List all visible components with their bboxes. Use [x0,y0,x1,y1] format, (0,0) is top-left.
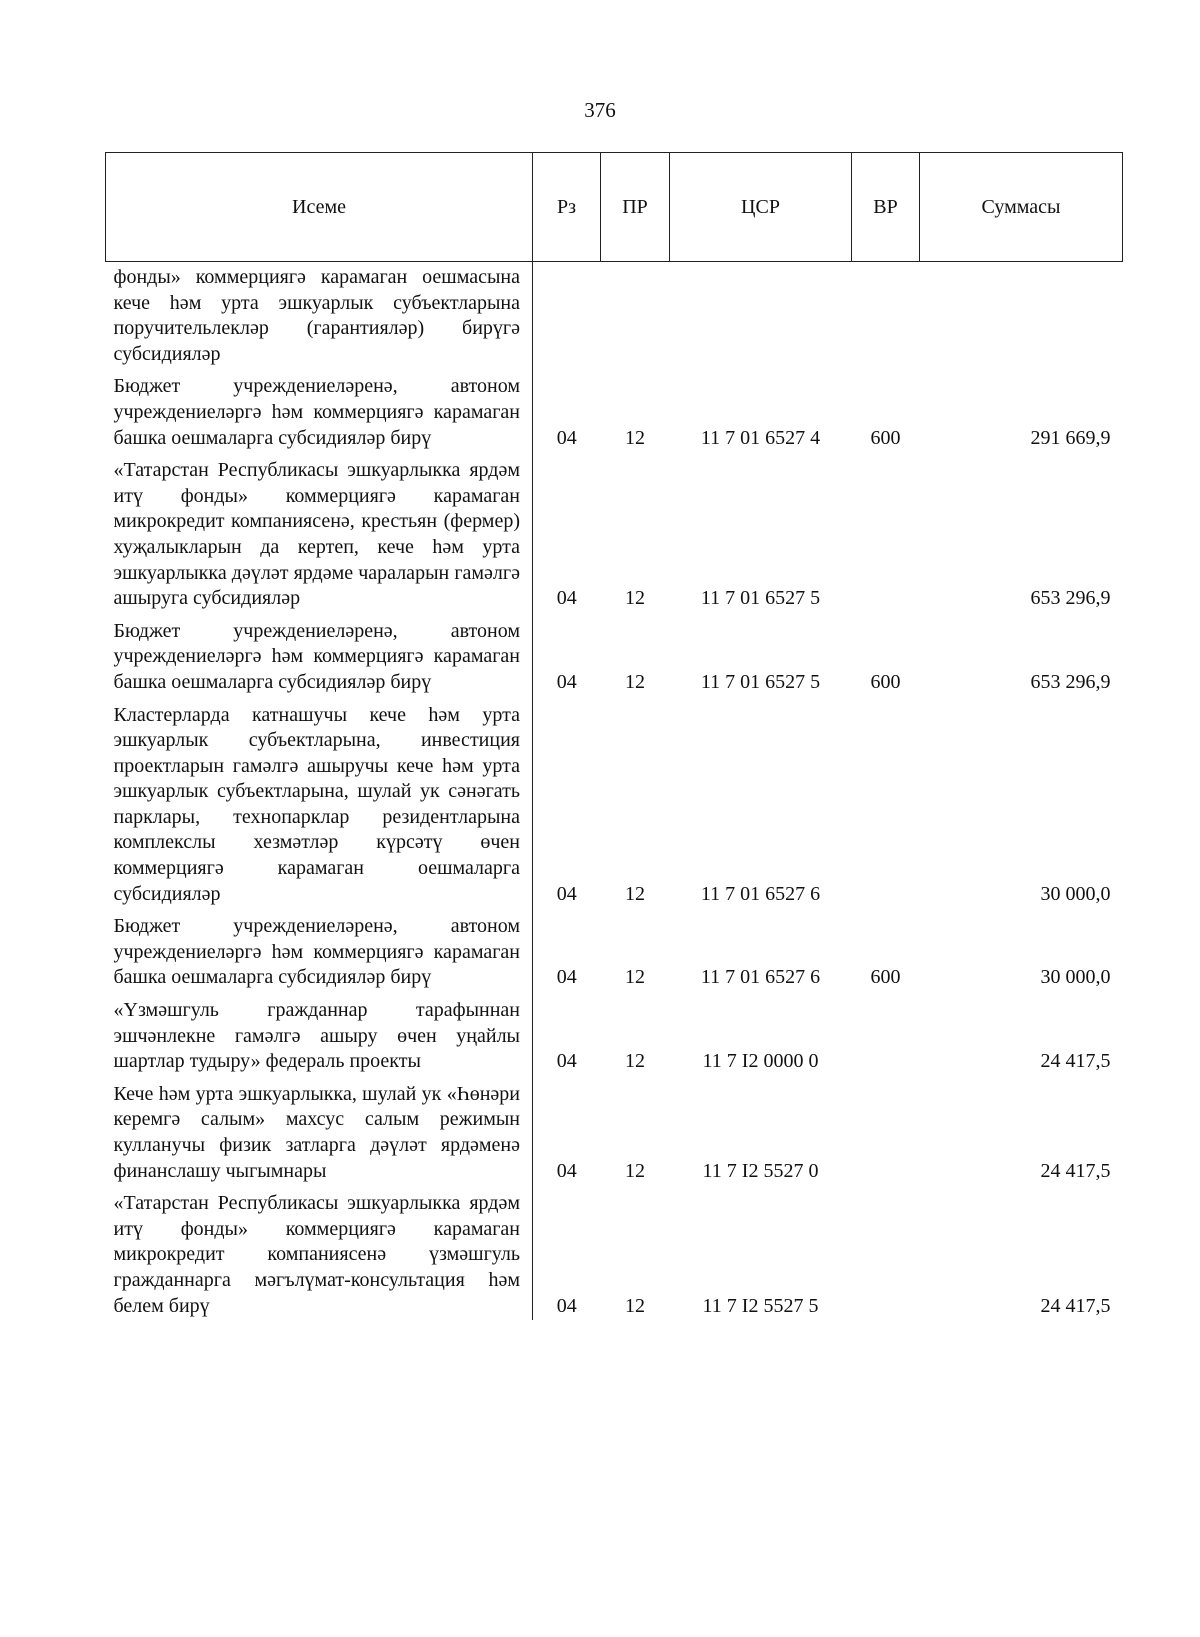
row-sum: 653 296,9 [1030,670,1111,693]
header-vr: ВР [852,153,920,262]
table-row [106,992,1123,1076]
table-row [106,452,1123,613]
row-name: Кластерларда катнашучы кече һәм урта эшкуарлык субъектларына, инвестиция проектларын гамәлгә ашыручы кече һәм урта эшкуарлык субъектларына, шулай ук сәнәгать парклары, технопарклар резидентларына комплекслы хезмәтләр күрсәтү өчен коммерциягә карамаган оешмаларга субсидияләр [113,703,520,905]
row-vr [852,697,920,909]
row-pr: 12 [625,1294,645,1317]
header-csr: ЦСР [670,153,852,262]
row-vr: 600 [870,670,901,693]
row-vr [852,1076,920,1185]
table-row [106,908,1123,992]
row-csr: 11 7 01 6527 5 [700,670,821,693]
table-row [106,613,1123,697]
row-sum: 653 296,9 [1030,587,1111,610]
table-row [106,1185,1123,1320]
header-name: Исеме [106,153,533,262]
row-vr [852,262,920,369]
table-row [106,368,1123,452]
row-csr [670,262,852,369]
row-sum: 24 417,5 [1040,1050,1111,1073]
row-csr: 11 7 I2 0000 0 [702,1050,819,1073]
table-header-row [106,153,1123,262]
row-sum: 30 000,0 [1040,966,1111,989]
row-vr: 600 [870,966,901,989]
row-rz: 04 [533,1185,601,1320]
row-vr [852,1185,920,1320]
row-rz [533,262,601,369]
row-rz: 04 [533,613,601,697]
table-row [106,697,1123,909]
row-name: Бюджет учреждениеләренә, автоном учреждениеләргә һәм коммерциягә карамаган башка оешмаларга субсидияләр бирү [113,619,520,693]
row-rz: 04 [533,368,601,452]
row-vr [852,992,920,1076]
row-name: Бюджет учреждениеләренә, автоном учреждениеләргә һәм коммерциягә карамаган башка оешмаларга субсидияләр бирү [113,375,520,449]
row-pr: 12 [625,882,645,905]
row-pr: 12 [625,1159,645,1182]
budget-table-container [105,152,1122,1320]
row-csr: 11 7 01 6527 6 [700,882,821,905]
row-csr: 11 7 I2 5527 0 [702,1159,819,1182]
row-pr: 12 [625,670,645,693]
row-pr: 12 [625,1050,645,1073]
page-number: 376 [584,98,616,122]
row-rz: 04 [533,1076,601,1185]
row-name: «Татарстан Республикасы эшкуарлыкка ярдәм итү фонды» коммерциягә карамаган микрокредит компаниясенә, крестьян (фермер) хуҗалыкларын да кертеп, кече һәм урта эшкуарлыкка дәүләт ярдәме чараларын гамәлгә ашыруга субсидияләр [113,459,520,610]
row-rz: 04 [533,908,601,992]
row-csr: 11 7 I2 5527 5 [702,1294,819,1317]
row-rz: 04 [533,452,601,613]
row-pr: 12 [625,587,645,610]
row-csr: 11 7 01 6527 4 [700,426,821,449]
row-sum: 30 000,0 [1040,882,1111,905]
row-name: Кече һәм урта эшкуарлыкка, шулай ук «Һөнәри керемгә салым» махсус салым режимын кулланучы физик затларга дәүләт ярдәменә финанслашу чыгымнары [113,1082,520,1182]
row-pr [601,262,670,369]
row-name: фонды» коммерциягә карамаган оешмасына кече һәм урта эшкуарлык субъектларына поручительлекләр (гарантияләр) бирүгә субсидияләр [113,266,520,365]
row-rz: 04 [533,697,601,909]
header-sum: Суммасы [920,153,1123,262]
row-sum: 24 417,5 [1040,1159,1111,1182]
row-name: Бюджет учреждениеләренә, автоном учреждениеләргә һәм коммерциягә карамаган башка оешмаларга субсидияләр бирү [113,915,520,989]
row-sum [920,262,1123,369]
header-pr: ПР [601,153,670,262]
row-csr: 11 7 01 6527 5 [700,587,821,610]
row-name: «Үзмәшгуль гражданнар тарафыннан эшчәнлекне гамәлгә ашыру өчен уңайлы шартлар тудыру» федераль проекты [113,999,520,1073]
row-pr: 12 [625,426,645,449]
row-pr: 12 [625,966,645,989]
table-row [106,1076,1123,1185]
budget-table [105,152,1123,1320]
row-vr: 600 [870,426,901,449]
row-sum: 24 417,5 [1040,1294,1111,1317]
row-name: «Татарстан Республикасы эшкуарлыкка ярдәм итү фонды» коммерциягә карамаган микрокредит компаниясенә үзмәшгуль гражданнарга мәгълүмат-консультация һәм белем бирү [113,1192,520,1317]
header-rz: Рз [533,153,601,262]
row-rz: 04 [533,992,601,1076]
row-sum: 291 669,9 [1030,426,1111,449]
row-vr [852,452,920,613]
row-csr: 11 7 01 6527 6 [700,966,821,989]
table-row [106,262,1123,369]
